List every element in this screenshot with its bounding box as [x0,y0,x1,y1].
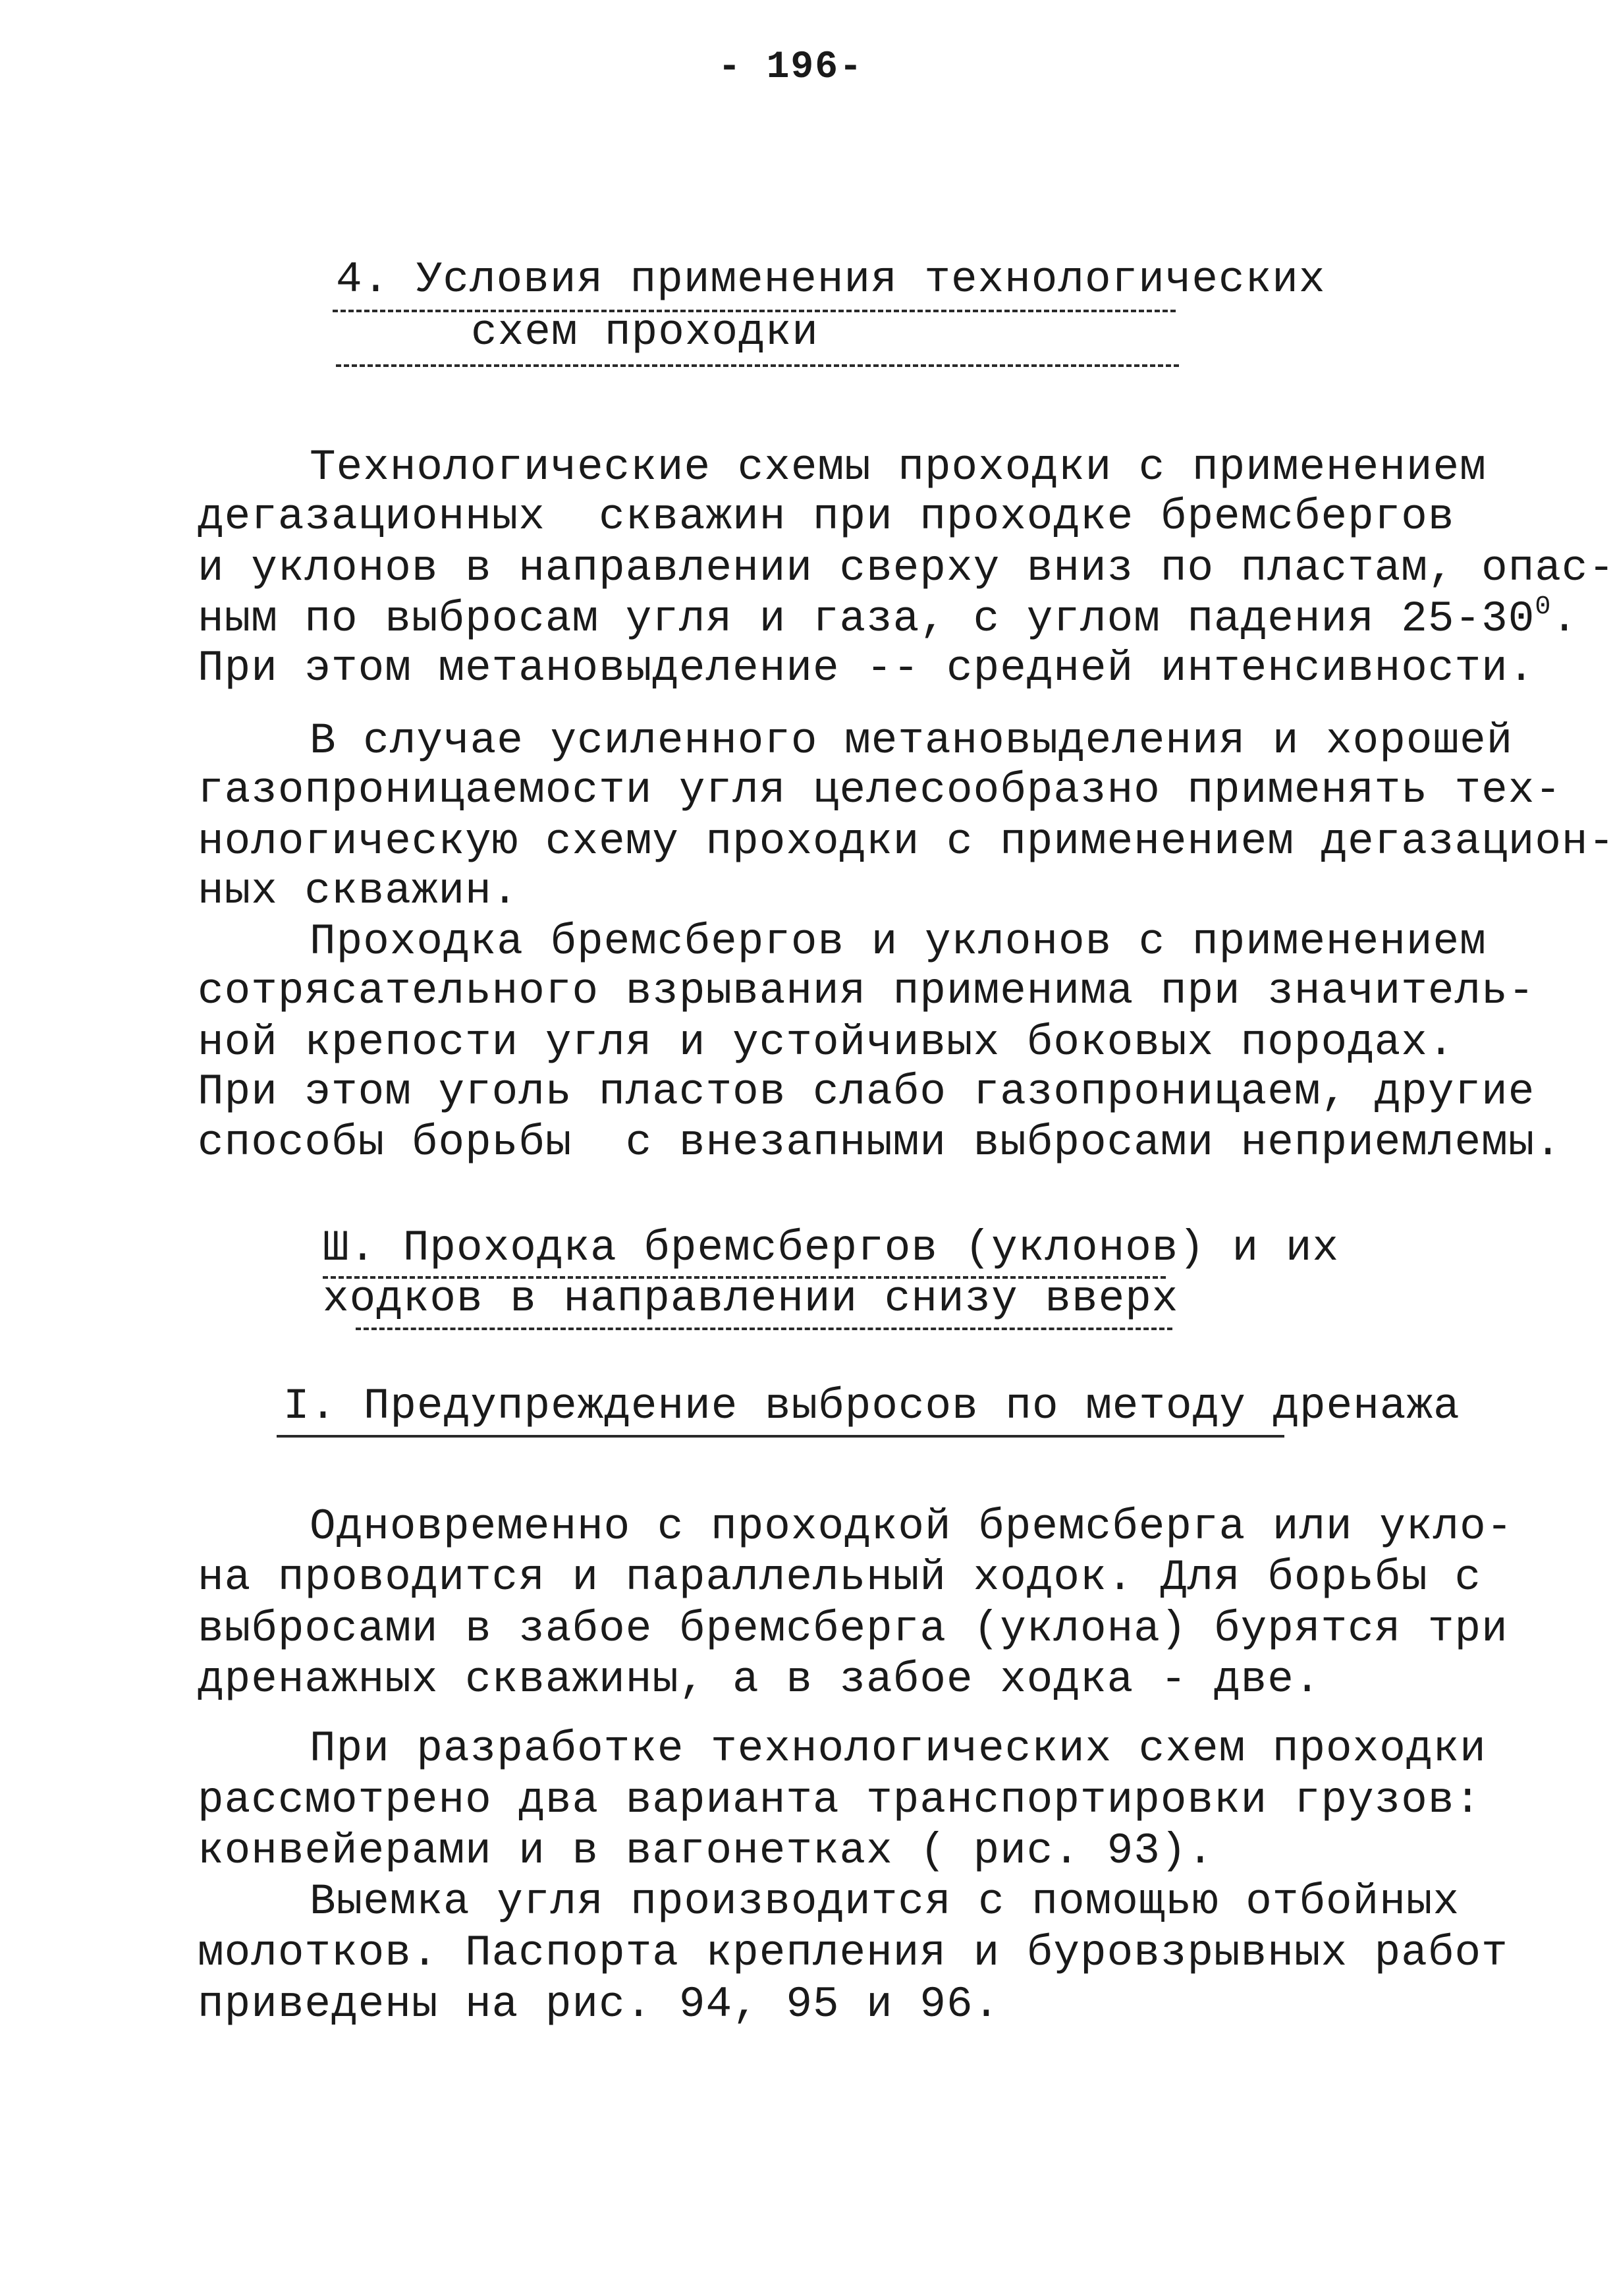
paragraph-line: рассмотрено два варианта транспортировки грузов: [198,1776,1482,1825]
paragraph-line: молотков. Паспорта крепления и буровзрывных работ [198,1928,1508,1978]
sentence-period: . [1551,594,1578,644]
paragraph-line: дегазационных скважин при проходке бремсбергов [198,492,1455,542]
subsection-1-heading: I. Предупреждение выбросов по методу дренажа [283,1382,1460,1431]
paragraph-line: При этом метановыделение -- средней интенсивности. [198,644,1535,693]
paragraph-line-text: ным по выбросам угля и газа, с углом падения 25-30 [198,594,1535,644]
paragraph-line [198,593,1578,646]
paragraph-line: ных скважин. [198,866,519,916]
paragraph-line: и уклонов в направлении сверху вниз по пластам, опас- [198,544,1615,593]
page-number: - 196- [718,46,863,89]
heading-underline [336,364,1179,367]
paragraph-line: Технологические схемы проходки с применением [310,443,1487,492]
paragraph-line: При этом уголь пластов слабо газопроницаем, другие [198,1067,1535,1117]
paragraph-line: на проводится и параллельный ходок. Для борьбы с [198,1553,1482,1602]
paragraph-line: приведены на рис. 94, 95 и 96. [198,1980,1000,2029]
paragraph-line: При разработке технологических схем проходки [310,1724,1487,1774]
section-4-heading-line2: схем проходки [471,308,819,357]
section-4-heading-line1: 4. Условия применения технологических [336,255,1326,304]
paragraph-line: сотрясательного взрывания применима при значитель- [198,966,1535,1016]
heading-underline [277,1435,1284,1438]
paragraph-line: Выемка угля производится с помощью отбойных [310,1877,1460,1926]
paragraph-line: способы борьбы с внезапными выбросами неприемлемы. [198,1118,1562,1167]
paragraph-line: Одновременно с проходкой бремсберга или укло- [310,1502,1514,1552]
paragraph-line: конвейерами и в вагонетках ( рис. 93). [198,1826,1215,1876]
paragraph-line: Проходка бремсбергов и уклонов с применением [310,917,1487,966]
paragraph-line: ной крепости угля и устойчивых боковых породах. [198,1018,1455,1067]
section-3-heading-line2: ходков в направлении снизу вверх [323,1274,1179,1324]
degree-superscript: 0 [1535,592,1552,622]
paragraph-line: дренажных скважины, а в забое ходка - две. [198,1655,1321,1704]
paragraph-line: выбросами в забое бремсберга (уклона) бурятся три [198,1604,1508,1654]
section-3-heading-line1: Ш. Проходка бремсбергов (уклонов) и их [323,1223,1340,1273]
heading-underline [356,1328,1172,1330]
paragraph-line: В случае усиленного метановыделения и хорошей [310,716,1514,766]
paragraph-line: газопроницаемости угля целесообразно применять тех- [198,766,1562,815]
paragraph-line: нологическую схему проходки с применением дегазацион- [198,817,1615,866]
